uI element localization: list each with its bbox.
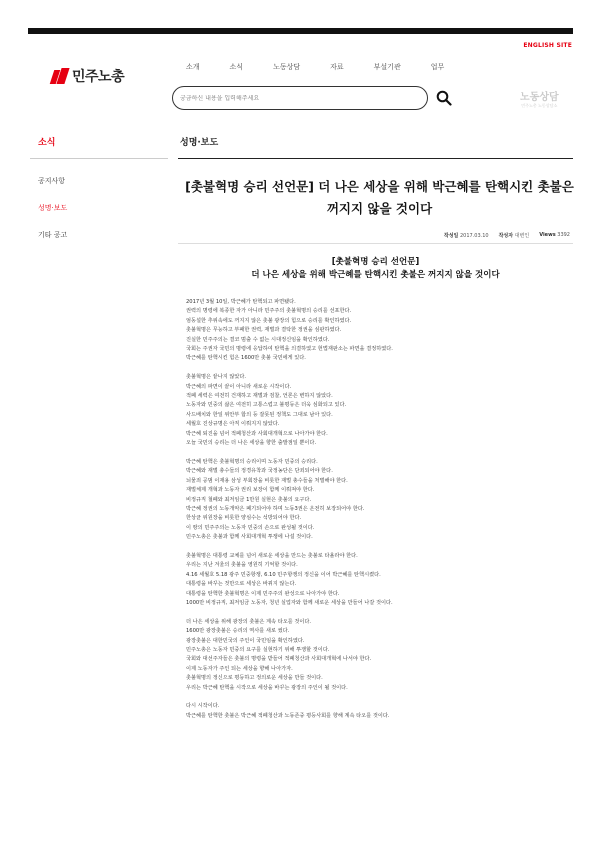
article-line: 박근혜를 탄핵시킨 힘은 1600만 촛불 국민에게 있다. xyxy=(186,355,306,362)
article-line: 대통령을 바꾸는 것만으로 세상은 바뀌지 않는다. xyxy=(186,581,297,588)
article-paragraph xyxy=(186,373,566,448)
article-paragraph xyxy=(186,618,566,693)
page-title: 성명·보도 xyxy=(180,138,219,148)
article-line: 박근혜 퇴진을 넘어 적폐청산과 사회대개혁으로 나아가야 한다. xyxy=(186,430,328,437)
logo-text: 민주노총 xyxy=(72,69,125,85)
article-line: 비정규직 철폐와 최저임금 1만원 실현은 촛불의 요구다. xyxy=(186,496,312,503)
search-box xyxy=(172,86,428,110)
meta-author: 작성자 대변인 xyxy=(498,233,530,239)
article-paragraph xyxy=(186,458,566,543)
article-line: 엄동설한 추위속에도 꺼지지 않은 촛불 광장의 힘으로 승리를 확인하였다. xyxy=(186,317,352,324)
article-line: 국회와 대선주자들은 촛불의 명령을 받들어 적폐청산과 사회대개혁에 나서야 한다. xyxy=(186,656,372,663)
article-line: 촛불혁명은 무능하고 부패한 권력, 재벌과 결탁한 정권을 심판하였다. xyxy=(186,327,342,334)
article-line: 사드배치와 한일 위안부 합의 등 잘못된 정책도 그대로 남아 있다. xyxy=(186,411,333,418)
kctu-logo-icon xyxy=(52,68,68,84)
article-line: 민주노총은 촛불과 함께 사회대개혁 투쟁에 나설 것이다. xyxy=(186,534,313,541)
article-line: 광장촛불은 대한민국의 주인이 국민임을 확인하였다. xyxy=(186,637,305,644)
nav-item-consult[interactable]: 노동상담 xyxy=(273,63,301,71)
sidebar-menu xyxy=(38,176,67,257)
article-line: 박근혜 정권의 노동개악은 폐기되어야 하며 노동3권은 온전히 보장되어야 한다. xyxy=(186,505,365,512)
search-icon[interactable] xyxy=(436,90,452,106)
article-meta xyxy=(444,232,570,239)
nav-item-work[interactable]: 업무 xyxy=(430,63,445,71)
meta-views: Views 3392 xyxy=(539,232,570,238)
article-line: 노동자와 민중의 삶은 여전히 고통스럽고 불평등은 더욱 심화되고 있다. xyxy=(186,402,347,409)
article-line: 뇌물죄 공범 이재용 삼성 부회장을 비롯한 재벌 총수들을 처벌해야 한다. xyxy=(186,477,348,484)
article-line: 민주노총은 노동자 민중의 요구를 실현하기 위해 투쟁할 것이다. xyxy=(186,646,330,653)
article-line: 촛불혁명은 대통령 교체를 넘어 새로운 세상을 만드는 촛불로 타올라야 한다. xyxy=(186,552,358,559)
article-paragraph xyxy=(186,298,566,364)
labor-consult-title: 노동상담 xyxy=(520,92,559,103)
search-input[interactable] xyxy=(180,95,427,102)
article-line: 국회는 주권자 국민의 명령에 응답하여 탄핵을 의결하였고 헌법재판소는 파면을 결정하였다. xyxy=(186,346,393,353)
article-line: 다시 시작이다. xyxy=(186,703,220,710)
article-line: 한상균 위원장을 비롯한 양심수는 석방되어야 한다. xyxy=(186,515,302,522)
article-line: 우리는 지난 겨울의 촛불을 영원히 기억할 것이다. xyxy=(186,562,298,569)
article-line: 박근혜 탄핵은 촛불혁명의 승리이며 노동자 민중의 승리다. xyxy=(186,458,318,465)
top-bar xyxy=(28,28,573,34)
subhead-line1: [촛불혁명 승리 선언문] xyxy=(331,257,420,267)
nav-item-intro[interactable]: 소개 xyxy=(186,63,200,71)
article-line: 박근혜를 탄핵한 촛불은 박근혜 적폐청산과 노동존중 평등사회를 향해 계속 타오를 것이다. xyxy=(186,712,390,719)
article-line: 우리는 박근혜 탄핵을 시작으로 세상을 바꾸는 광장의 주인이 될 것이다. xyxy=(186,684,348,691)
article-line: 박근혜의 파면이 끝이 아니라 새로운 시작이다. xyxy=(186,383,292,390)
article-line: 재벌체제 개혁과 노동자 권리 보장이 함께 이뤄져야 한다. xyxy=(186,487,315,494)
article-paragraph xyxy=(186,702,566,721)
sidebar-item-notice[interactable]: 공지사항 xyxy=(38,177,66,185)
article-subhead xyxy=(178,256,573,282)
site-logo[interactable] xyxy=(52,66,124,86)
nav-item-affiliates[interactable]: 부설기관 xyxy=(373,63,401,71)
article-line: 1000만 비정규직, 최저임금 노동자, 청년 실업자와 함께 새로운 세상을 만들어 나갈 것이다. xyxy=(186,599,393,606)
nav-item-news[interactable]: 소식 xyxy=(229,63,244,71)
article-title xyxy=(182,176,577,220)
sidebar-title: 소식 xyxy=(38,138,56,148)
subhead-line2: 더 나은 세상을 위해 박근혜를 탄핵시킨 촛불은 꺼지지 않을 것이다 xyxy=(251,270,500,280)
article-line: 촛불혁명의 정신으로 평등하고 정의로운 세상을 만들 것이다. xyxy=(186,675,323,682)
article-title-line2: 꺼지지 않을 것이다 xyxy=(326,201,433,216)
meta-divider xyxy=(178,243,573,244)
article-line: 세월호 진상규명은 아직 이뤄지지 않았다. xyxy=(186,421,280,428)
english-site-link[interactable]: ENGLISH SITE xyxy=(523,42,572,49)
article-line: 2017년 3월 10일, 박근혜가 탄핵되고 파면됐다. xyxy=(186,299,296,305)
article-line: 오늘 국민의 승리는 더 나은 세상을 향한 출발점일 뿐이다. xyxy=(186,440,317,447)
labor-consult-link[interactable] xyxy=(520,88,559,109)
article-line: 진실한 민주주의는 결코 멈출 수 없는 시대정신임을 확인하였다. xyxy=(186,336,330,343)
article-line: 대통령을 탄핵한 촛불혁명은 이제 민주주의 완성으로 나아가야 한다. xyxy=(186,590,340,597)
sidebar-item-statements[interactable]: 성명·보도 xyxy=(38,204,68,212)
article-line: 이제 노동자가 주인 되는 세상을 향해 나아가자. xyxy=(186,665,293,672)
article-line: 촛불혁명은 끝나지 않았다. xyxy=(186,374,247,381)
article-line: 더 나은 세상을 위해 광장의 촛불은 계속 타오를 것이다. xyxy=(186,618,312,625)
main-nav xyxy=(186,62,474,72)
labor-consult-sub: 민주노총 노동상담소 xyxy=(521,103,558,108)
meta-date: 작성일 2017.03.10 xyxy=(443,233,489,239)
article-line: 4.16 세월호 5.18 광주 민중항쟁, 6.10 민주항쟁의 정신을 이어 박근혜를 탄핵시켰다. xyxy=(186,571,381,578)
title-divider xyxy=(178,158,573,159)
article-line: 1600만 광장촛불은 승리의 역사를 새로 썼다. xyxy=(186,628,290,635)
article-line: 권력의 명령에 복종한 자가 아니라 민주주의 촛불혁명의 승리를 선포한다. xyxy=(186,308,352,315)
sidebar-divider xyxy=(30,158,168,159)
article-body xyxy=(186,298,566,731)
article-title-line1: [촛불혁명 승리 선언문] 더 나은 세상을 위해 박근혜를 탄핵시킨 촛불은 xyxy=(185,179,574,194)
sidebar-item-other[interactable]: 기타 공고 xyxy=(38,231,68,239)
nav-item-resources[interactable]: 자료 xyxy=(330,63,344,71)
article-line: 박근혜와 재벌 총수들의 정경유착과 국정농단은 단죄되어야 한다. xyxy=(186,468,333,475)
article-paragraph xyxy=(186,552,566,608)
article-line: 이 땅의 민주주의는 노동자 민중의 손으로 완성될 것이다. xyxy=(186,524,315,531)
article-line: 적폐 세력은 여전히 건재하고 재벌과 검찰, 언론은 변하지 않았다. xyxy=(186,393,333,400)
